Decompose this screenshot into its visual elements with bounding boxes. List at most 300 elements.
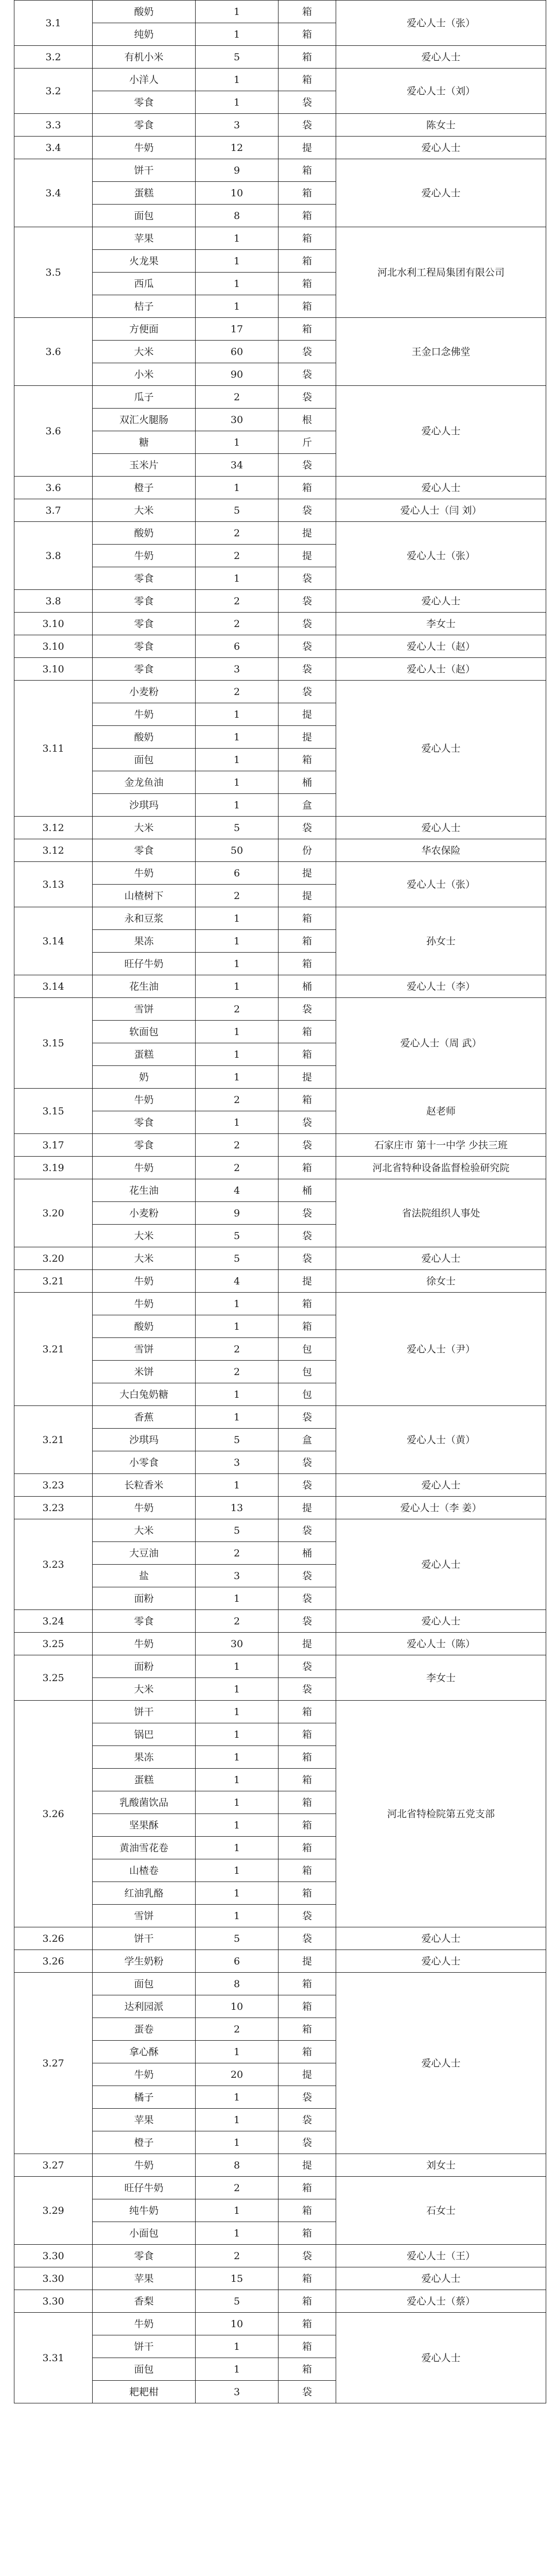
unit-cell: 箱 [279,1769,336,1791]
unit-cell: 袋 [279,1111,336,1134]
quantity-cell: 1 [196,2109,279,2131]
donor-cell: 爱心人士 [336,2313,546,2403]
unit-cell: 提 [279,862,336,885]
unit-cell: 箱 [279,46,336,69]
item-cell: 花生油 [93,975,196,998]
unit-cell: 箱 [279,1293,336,1315]
item-cell: 零食 [93,114,196,137]
unit-cell: 袋 [279,2109,336,2131]
table-row [14,1655,546,1678]
unit-cell: 桶 [279,975,336,998]
item-cell: 沙琪玛 [93,1429,196,1451]
unit-cell: 提 [279,545,336,567]
quantity-cell: 5 [196,1429,279,1451]
quantity-cell: 1 [196,1882,279,1905]
item-cell: 牛奶 [93,1270,196,1293]
quantity-cell: 1 [196,1905,279,1927]
unit-cell: 箱 [279,1746,336,1769]
quantity-cell: 1 [196,794,279,817]
unit-cell: 袋 [279,386,336,409]
quantity-cell: 17 [196,318,279,341]
date-cell: 3.25 [14,1655,93,1701]
quantity-cell: 34 [196,454,279,477]
quantity-cell: 1 [196,69,279,91]
item-cell: 果冻 [93,1746,196,1769]
item-cell: 零食 [93,590,196,613]
item-cell: 糖 [93,431,196,454]
quantity-cell: 1 [196,477,279,499]
date-cell: 3.11 [14,681,93,817]
item-cell: 酸奶 [93,726,196,749]
table-row [14,69,546,91]
unit-cell: 包 [279,1361,336,1383]
quantity-cell: 1 [196,726,279,749]
table-row [14,613,546,635]
quantity-cell: 10 [196,2313,279,2335]
donor-cell: 爱心人士 [336,386,546,477]
quantity-cell: 5 [196,1225,279,1247]
unit-cell: 箱 [279,2018,336,2041]
unit-cell: 箱 [279,295,336,318]
quantity-cell: 8 [196,1973,279,1995]
item-cell: 蛋卷 [93,2018,196,2041]
table-row [14,862,546,885]
table-row [14,1,546,23]
table-row [14,1519,546,1542]
donor-cell: 爱心人士（闫 刘） [336,499,546,522]
unit-cell: 根 [279,409,336,431]
unit-cell: 提 [279,2063,336,2086]
item-cell: 酸奶 [93,1,196,23]
item-cell: 零食 [93,1134,196,1157]
unit-cell: 袋 [279,91,336,114]
item-cell: 苹果 [93,2267,196,2290]
item-cell: 小零食 [93,1451,196,1474]
unit-cell: 箱 [279,1814,336,1837]
quantity-cell: 1 [196,907,279,930]
quantity-cell: 1 [196,1315,279,1338]
table-row [14,46,546,69]
unit-cell: 袋 [279,590,336,613]
item-cell: 大米 [93,817,196,839]
unit-cell: 箱 [279,1,336,23]
item-cell: 雪饼 [93,1338,196,1361]
donor-cell: 爱心人士（张） [336,522,546,590]
item-cell: 零食 [93,1111,196,1134]
table-row [14,386,546,409]
item-cell: 小洋人 [93,69,196,91]
quantity-cell: 8 [196,2154,279,2177]
date-cell: 3.8 [14,590,93,613]
unit-cell: 袋 [279,1610,336,1633]
donor-cell: 爱心人士 [336,477,546,499]
quantity-cell: 2 [196,386,279,409]
item-cell: 拿心酥 [93,2041,196,2063]
unit-cell: 提 [279,1270,336,1293]
table-row [14,1134,546,1157]
quantity-cell: 2 [196,2245,279,2267]
donor-cell: 爱心人士 [336,137,546,159]
table-row [14,2290,546,2313]
unit-cell: 袋 [279,1519,336,1542]
quantity-cell: 1 [196,91,279,114]
unit-cell: 袋 [279,341,336,363]
date-cell: 3.6 [14,318,93,386]
table-row [14,1157,546,1179]
donor-cell: 徐女士 [336,1270,546,1293]
item-cell: 牛奶 [93,1157,196,1179]
unit-cell: 桶 [279,1179,336,1202]
item-cell: 牛奶 [93,1497,196,1519]
unit-cell: 箱 [279,1837,336,1859]
item-cell: 黄油雪花卷 [93,1837,196,1859]
date-cell: 3.25 [14,1633,93,1655]
item-cell: 牛奶 [93,2063,196,2086]
unit-cell: 盒 [279,1429,336,1451]
unit-cell: 提 [279,2154,336,2177]
unit-cell: 箱 [279,1995,336,2018]
table-row [14,522,546,545]
donor-cell: 河北省特种设备监督检验研究院 [336,1157,546,1179]
quantity-cell: 5 [196,46,279,69]
date-cell: 3.4 [14,159,93,227]
quantity-cell: 3 [196,1565,279,1587]
date-cell: 3.2 [14,69,93,114]
item-cell: 有机小米 [93,46,196,69]
unit-cell: 提 [279,885,336,907]
item-cell: 面包 [93,1973,196,1995]
quantity-cell: 5 [196,817,279,839]
quantity-cell: 50 [196,839,279,862]
date-cell: 3.6 [14,386,93,477]
donor-cell: 爱心人士 [336,2267,546,2290]
quantity-cell: 2 [196,1361,279,1383]
item-cell: 饼干 [93,1701,196,1723]
unit-cell: 箱 [279,2335,336,2358]
unit-cell: 袋 [279,1678,336,1701]
unit-cell: 箱 [279,2041,336,2063]
item-cell: 大米 [93,1247,196,1270]
item-cell: 小米 [93,363,196,386]
quantity-cell: 5 [196,2290,279,2313]
quantity-cell: 1 [196,431,279,454]
unit-cell: 箱 [279,1973,336,1995]
item-cell: 奶 [93,1066,196,1089]
unit-cell: 箱 [279,2177,336,2199]
table-row [14,114,546,137]
table-row [14,1247,546,1270]
date-cell: 3.12 [14,839,93,862]
unit-cell: 袋 [279,681,336,703]
item-cell: 纯牛奶 [93,2199,196,2222]
table-row [14,227,546,250]
quantity-cell: 1 [196,749,279,771]
item-cell: 牛奶 [93,1633,196,1655]
quantity-cell: 1 [196,2199,279,2222]
quantity-cell: 2 [196,2018,279,2041]
quantity-cell: 2 [196,998,279,1021]
item-cell: 面粉 [93,1655,196,1678]
unit-cell: 提 [279,703,336,726]
quantity-cell: 1 [196,1474,279,1497]
unit-cell: 袋 [279,567,336,590]
item-cell: 饼干 [93,159,196,182]
date-cell: 3.2 [14,46,93,69]
donor-cell: 孙女士 [336,907,546,975]
table-row [14,1089,546,1111]
table-row [14,1474,546,1497]
item-cell: 桔子 [93,295,196,318]
item-cell: 零食 [93,2245,196,2267]
quantity-cell: 1 [196,953,279,975]
donor-cell: 刘女士 [336,2154,546,2177]
item-cell: 牛奶 [93,2154,196,2177]
unit-cell: 箱 [279,69,336,91]
unit-cell: 提 [279,1633,336,1655]
unit-cell: 袋 [279,1565,336,1587]
unit-cell: 盒 [279,794,336,817]
date-cell: 3.15 [14,1089,93,1134]
quantity-cell: 1 [196,567,279,590]
item-cell: 小麦粉 [93,1202,196,1225]
table-row [14,998,546,1021]
table-row [14,635,546,658]
unit-cell: 箱 [279,250,336,273]
quantity-cell: 1 [196,1406,279,1429]
quantity-cell: 6 [196,635,279,658]
donor-cell: 爱心人士（李 姜） [336,1497,546,1519]
donor-cell: 爱心人士（张） [336,862,546,907]
unit-cell: 包 [279,1338,336,1361]
unit-cell: 箱 [279,1043,336,1066]
quantity-cell: 5 [196,1927,279,1950]
quantity-cell: 1 [196,2358,279,2381]
table-row [14,2267,546,2290]
quantity-cell: 2 [196,1610,279,1633]
date-cell: 3.19 [14,1157,93,1179]
quantity-cell: 10 [196,182,279,205]
unit-cell: 箱 [279,1882,336,1905]
quantity-cell: 3 [196,114,279,137]
donor-cell: 爱心人士（王） [336,2245,546,2267]
quantity-cell: 15 [196,2267,279,2290]
item-cell: 酸奶 [93,522,196,545]
unit-cell: 桶 [279,771,336,794]
donor-cell: 石女士 [336,2177,546,2245]
date-cell: 3.24 [14,1610,93,1633]
donor-cell: 爱心人士 [336,1927,546,1950]
unit-cell: 袋 [279,1451,336,1474]
date-cell: 3.21 [14,1293,93,1406]
item-cell: 瓜子 [93,386,196,409]
donor-cell: 李女士 [336,1655,546,1701]
quantity-cell: 1 [196,1587,279,1610]
unit-cell: 箱 [279,1791,336,1814]
quantity-cell: 13 [196,1497,279,1519]
item-cell: 火龙果 [93,250,196,273]
quantity-cell: 4 [196,1179,279,1202]
donor-cell: 华农保险 [336,839,546,862]
item-cell: 锅巴 [93,1723,196,1746]
unit-cell: 袋 [279,2245,336,2267]
item-cell: 零食 [93,91,196,114]
table-row [14,1633,546,1655]
donation-table [14,0,546,2403]
item-cell: 雪饼 [93,998,196,1021]
donor-cell: 李女士 [336,613,546,635]
quantity-cell: 1 [196,227,279,250]
quantity-cell: 1 [196,930,279,953]
item-cell: 乳酸菌饮品 [93,1791,196,1814]
quantity-cell: 2 [196,1134,279,1157]
donor-cell: 陈女士 [336,114,546,137]
donor-cell: 爱心人士 [336,1973,546,2154]
table-row [14,1179,546,1202]
unit-cell: 箱 [279,1157,336,1179]
unit-cell: 箱 [279,1021,336,1043]
quantity-cell: 30 [196,1633,279,1655]
quantity-cell: 2 [196,1542,279,1565]
item-cell: 零食 [93,1610,196,1633]
date-cell: 3.27 [14,2154,93,2177]
date-cell: 3.21 [14,1406,93,1474]
donor-cell: 石家庄市 第十一中学 少扶三班 [336,1134,546,1157]
item-cell: 面包 [93,749,196,771]
donor-cell: 爱心人士（赵） [336,658,546,681]
date-cell: 3.20 [14,1179,93,1247]
table-row [14,2177,546,2199]
donor-cell: 省法院组织人事处 [336,1179,546,1247]
quantity-cell: 1 [196,1769,279,1791]
item-cell: 蛋糕 [93,1043,196,1066]
date-cell: 3.21 [14,1270,93,1293]
unit-cell: 份 [279,839,336,862]
quantity-cell: 3 [196,2381,279,2403]
quantity-cell: 1 [196,23,279,46]
donor-cell: 爱心人士 [336,1247,546,1270]
quantity-cell: 2 [196,2177,279,2199]
unit-cell: 袋 [279,2381,336,2403]
item-cell: 橙子 [93,2131,196,2154]
table-row [14,1610,546,1633]
item-cell: 面包 [93,205,196,227]
table-row [14,499,546,522]
table-row [14,2245,546,2267]
item-cell: 面粉 [93,1587,196,1610]
table-row [14,159,546,182]
quantity-cell: 1 [196,703,279,726]
item-cell: 双汇火腿肠 [93,409,196,431]
quantity-cell: 5 [196,499,279,522]
donor-cell: 爱心人士 [336,1610,546,1633]
quantity-cell: 1 [196,1678,279,1701]
unit-cell: 箱 [279,2290,336,2313]
unit-cell: 箱 [279,318,336,341]
item-cell: 山楂树下 [93,885,196,907]
item-cell: 香蕉 [93,1406,196,1429]
unit-cell: 袋 [279,658,336,681]
quantity-cell: 9 [196,1202,279,1225]
quantity-cell: 1 [196,2041,279,2063]
item-cell: 苹果 [93,227,196,250]
quantity-cell: 1 [196,1746,279,1769]
item-cell: 零食 [93,613,196,635]
quantity-cell: 5 [196,1519,279,1542]
quantity-cell: 1 [196,1723,279,1746]
table-row [14,2313,546,2335]
date-cell: 3.30 [14,2267,93,2290]
quantity-cell: 1 [196,1,279,23]
unit-cell: 袋 [279,998,336,1021]
quantity-cell: 1 [196,1293,279,1315]
item-cell: 果冻 [93,930,196,953]
donor-cell: 王金口念佛堂 [336,318,546,386]
item-cell: 牛奶 [93,545,196,567]
date-cell: 3.12 [14,817,93,839]
quantity-cell: 5 [196,1247,279,1270]
table-row [14,1950,546,1973]
item-cell: 旺仔牛奶 [93,953,196,975]
donor-cell: 爱心人士（蔡） [336,2290,546,2313]
item-cell: 蛋糕 [93,1769,196,1791]
donor-cell: 爱心人士 [336,1950,546,1973]
quantity-cell: 10 [196,1995,279,2018]
item-cell: 红油乳酪 [93,1882,196,1905]
date-cell: 3.30 [14,2245,93,2267]
quantity-cell: 2 [196,1157,279,1179]
quantity-cell: 2 [196,545,279,567]
quantity-cell: 4 [196,1270,279,1293]
date-cell: 3.5 [14,227,93,318]
date-cell: 3.3 [14,114,93,137]
quantity-cell: 2 [196,590,279,613]
unit-cell: 斤 [279,431,336,454]
unit-cell: 箱 [279,205,336,227]
date-cell: 3.14 [14,907,93,975]
item-cell: 牛奶 [93,2313,196,2335]
date-cell: 3.4 [14,137,93,159]
quantity-cell: 3 [196,658,279,681]
donation-table-body [14,1,546,2403]
item-cell: 橘子 [93,2086,196,2109]
quantity-cell: 2 [196,681,279,703]
donor-cell: 爱心人士 [336,46,546,69]
unit-cell: 箱 [279,1723,336,1746]
item-cell: 方便面 [93,318,196,341]
date-cell: 3.30 [14,2290,93,2313]
item-cell: 面包 [93,2358,196,2381]
donor-cell: 爱心人士 [336,817,546,839]
donor-cell: 爱心人士 [336,159,546,227]
unit-cell: 箱 [279,477,336,499]
quantity-cell: 1 [196,1043,279,1066]
donor-cell: 爱心人士（李） [336,975,546,998]
donor-cell: 爱心人士 [336,590,546,613]
quantity-cell: 2 [196,613,279,635]
item-cell: 大米 [93,341,196,363]
item-cell: 盐 [93,1565,196,1587]
item-cell: 蛋糕 [93,182,196,205]
donor-cell: 爱心人士（陈） [336,1633,546,1655]
unit-cell: 箱 [279,2199,336,2222]
unit-cell: 桶 [279,1542,336,1565]
date-cell: 3.23 [14,1474,93,1497]
unit-cell: 箱 [279,953,336,975]
date-cell: 3.17 [14,1134,93,1157]
unit-cell: 箱 [279,2358,336,2381]
unit-cell: 袋 [279,114,336,137]
unit-cell: 箱 [279,227,336,250]
